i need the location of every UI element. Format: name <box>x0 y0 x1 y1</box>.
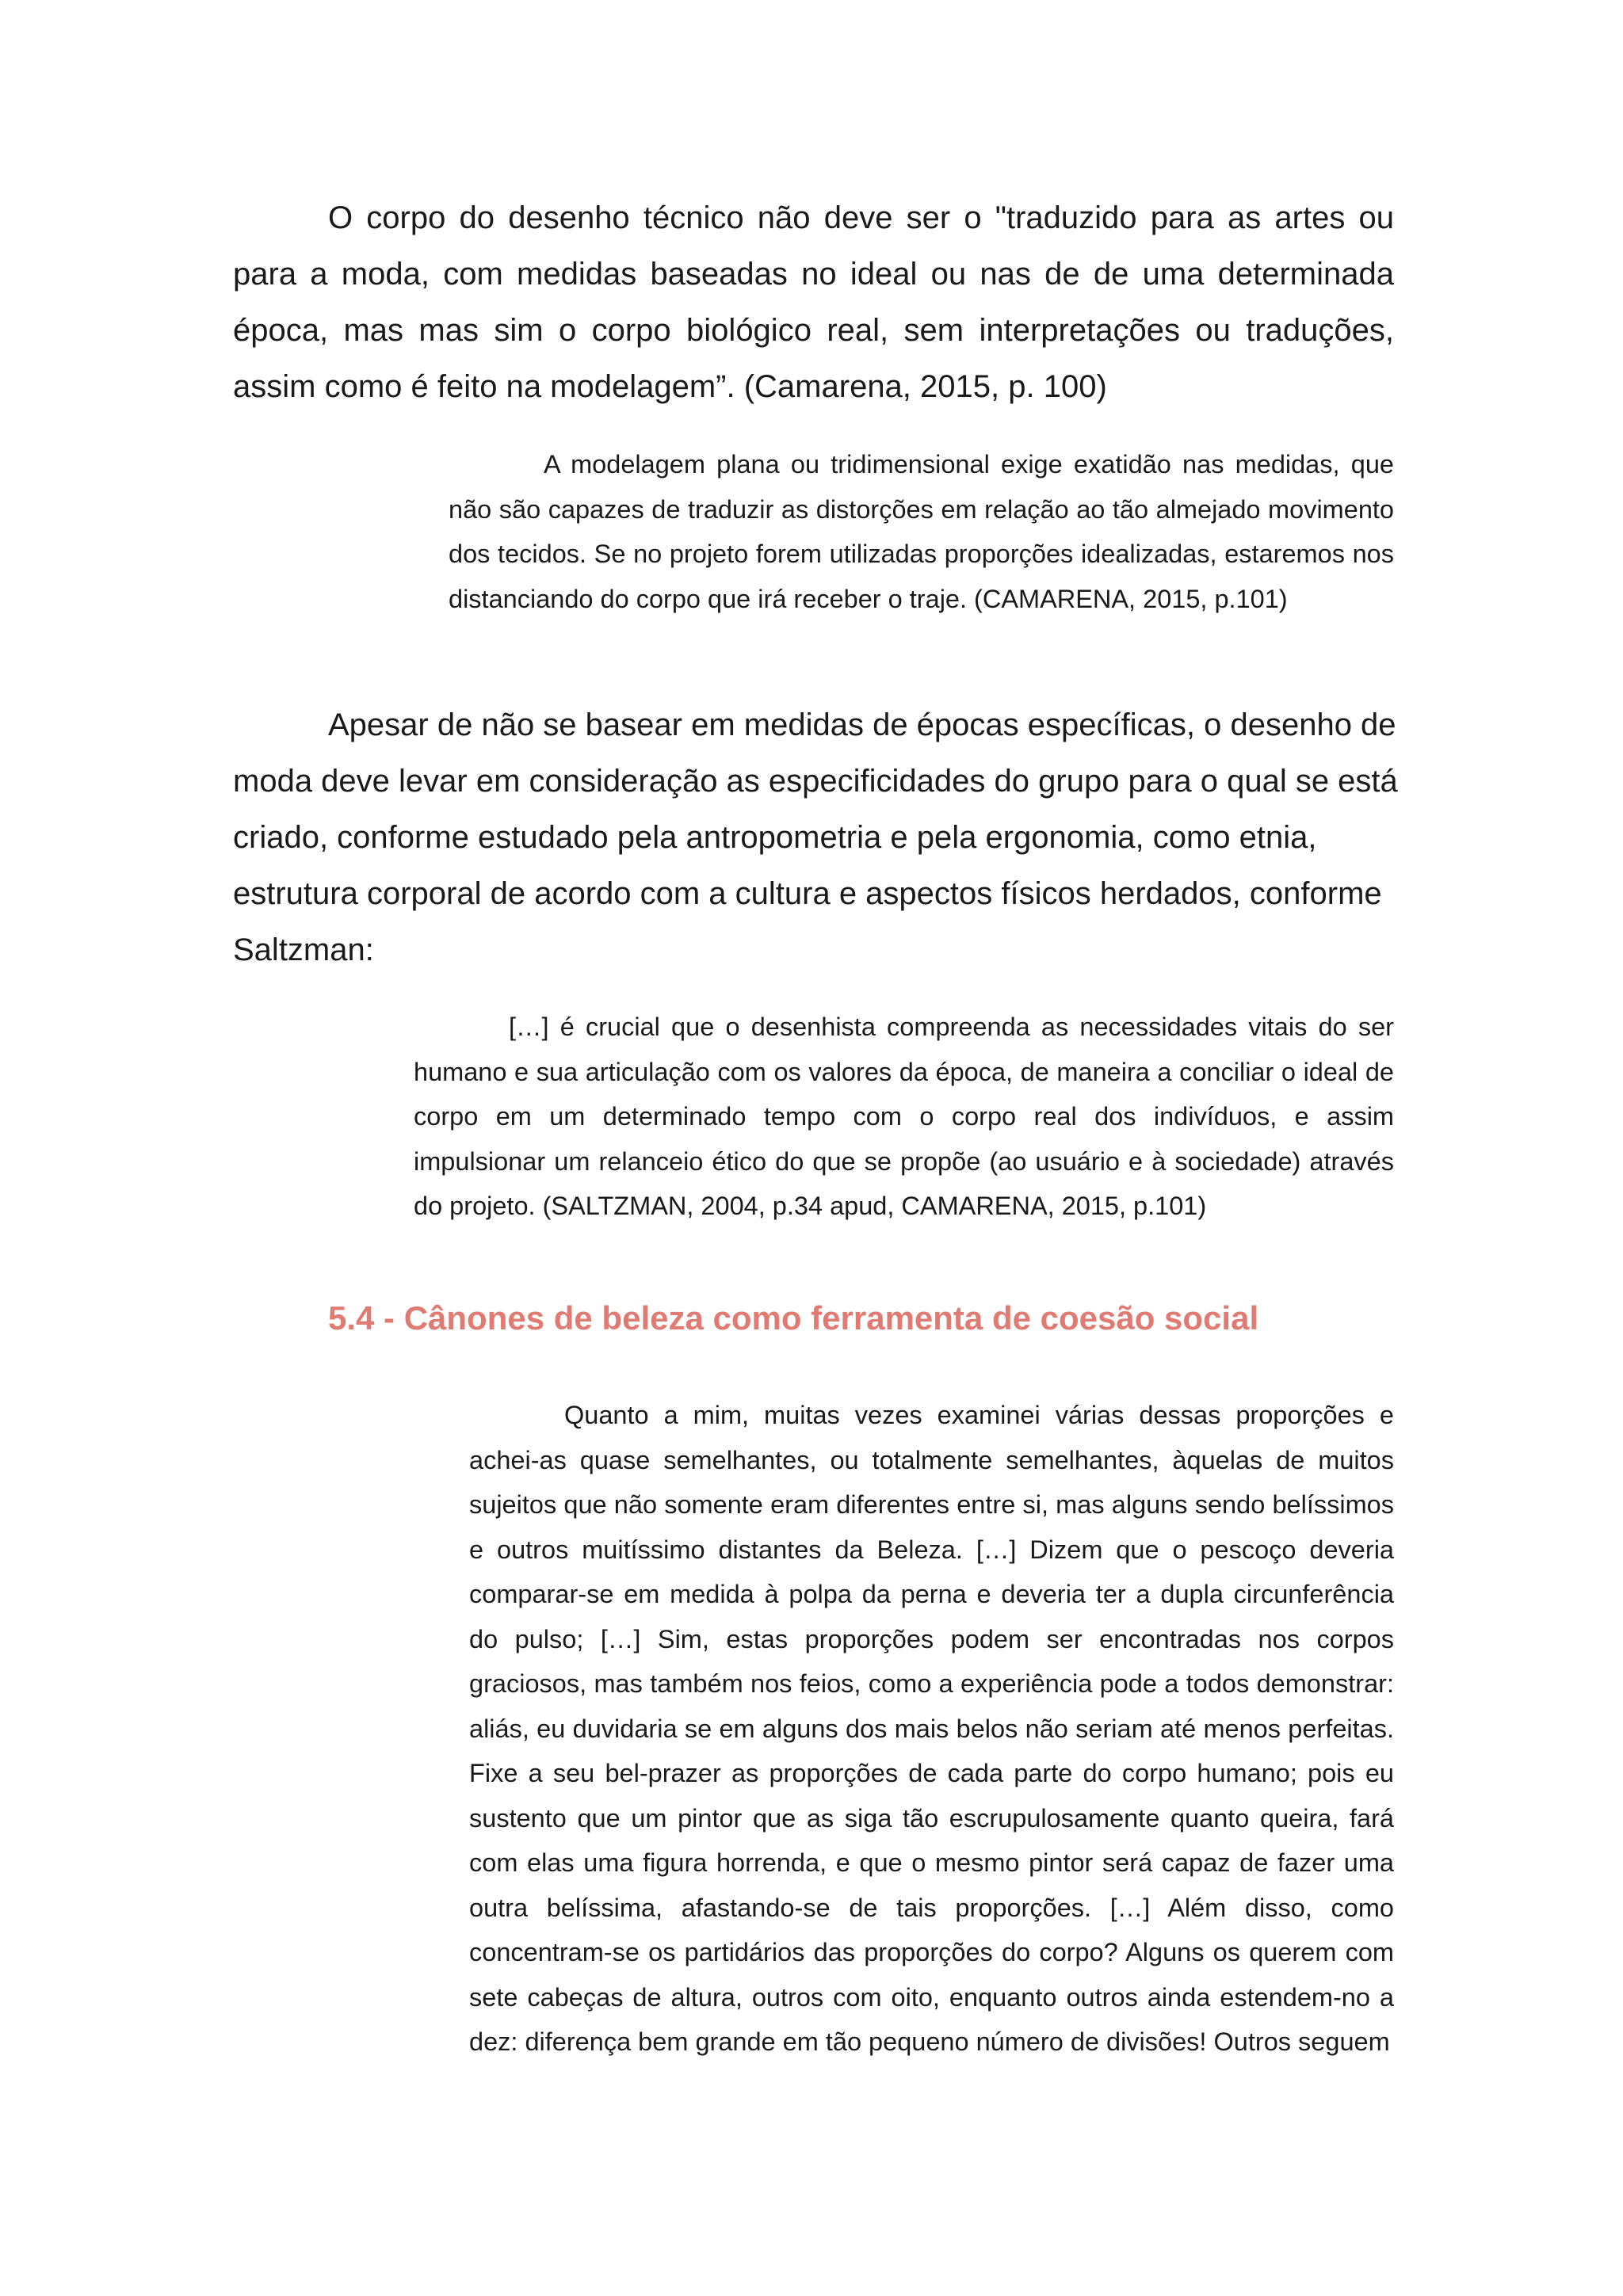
block-quote-saltzman: […] é crucial que o desenhista compreenda as necessidades vitais do ser humano e sua articulação com os valores da época, de maneira a conciliar o ideal de corpo em um determinado tempo com o corpo real dos indivíduos, e assim impulsionar um relanceio ético do que se propõe (ao usuário e à sociedade) através do projeto. (SALTZMAN, 2004, p.34 apud, CAMARENA, 2015, p.101) <box>414 1013 1394 1220</box>
block-quote-camarena: A modelagem plana ou tridimensional exige exatidão nas medidas, que não são capazes de traduzir as distorções em relação ao tão almejado movimento dos tecidos. Se no projeto forem utilizadas proporções idealizadas, estaremos nos distanciando do corpo que irá receber o traje. (CAMARENA, 2015, p.101) <box>449 450 1394 613</box>
section-heading: 5.4 - Cânones de beleza como ferramenta de coesão social <box>328 1299 1259 1337</box>
body-paragraph-1: O corpo do desenho técnico não deve ser o "traduzido para as artes ou para a moda, com medidas baseadas no ideal ou nas de de uma determinada época, mas mas sim o corpo biológico real, sem interpretações ou traduções, assim como é feito na modelagem”. (Camarena, 2015, p. 100) <box>233 200 1394 404</box>
block-quote-proportions: Quanto a mim, muitas vezes examinei várias dessas proporções e achei-as quase semelhantes, ou totalmente semelhantes, àquelas de muitos sujeitos que não somente eram diferentes entre si, mas alguns sendo belíssimos e outros muitíssimo distantes da Beleza. […] Dizem que o pescoço deveria comparar-se em medida à polpa da perna e deveria ter a dupla circunferência do pulso; […] Sim, estas proporções podem ser encontradas nos corpos graciosos, mas também nos feios, como a experiência pode a todos demonstrar: aliás, eu duvidaria se em alguns dos mais belos não seriam até menos perfeitas. Fixe a seu bel-prazer as proporções de cada parte do corpo humano; pois eu sustento que um pintor que as siga tão escrupulosamente quanto queira, fará com elas uma figura horrenda, e que o mesmo pintor será capaz de fazer uma outra belíssima, afastando-se de tais proporções. […] Além disso, como concentram-se os partidários das proporções do corpo? Alguns os querem com sete cabeças de altura, outros com oito, enquanto outros ainda estendem-no a dez: diferença bem grande em tão pequeno número de divisões! Outros seguem <box>469 1401 1394 2056</box>
body-paragraph-2: Apesar de não se basear em medidas de épocas específicas, o desenho de moda deve levar em consideração as especificidades do grupo para o qual se está criado, conforme estudado pela antropometria e pela ergonomia, como etnia, estrutura corporal de acordo com a cultura e aspectos físicos herdados, conforme Saltzman: <box>233 707 1398 967</box>
